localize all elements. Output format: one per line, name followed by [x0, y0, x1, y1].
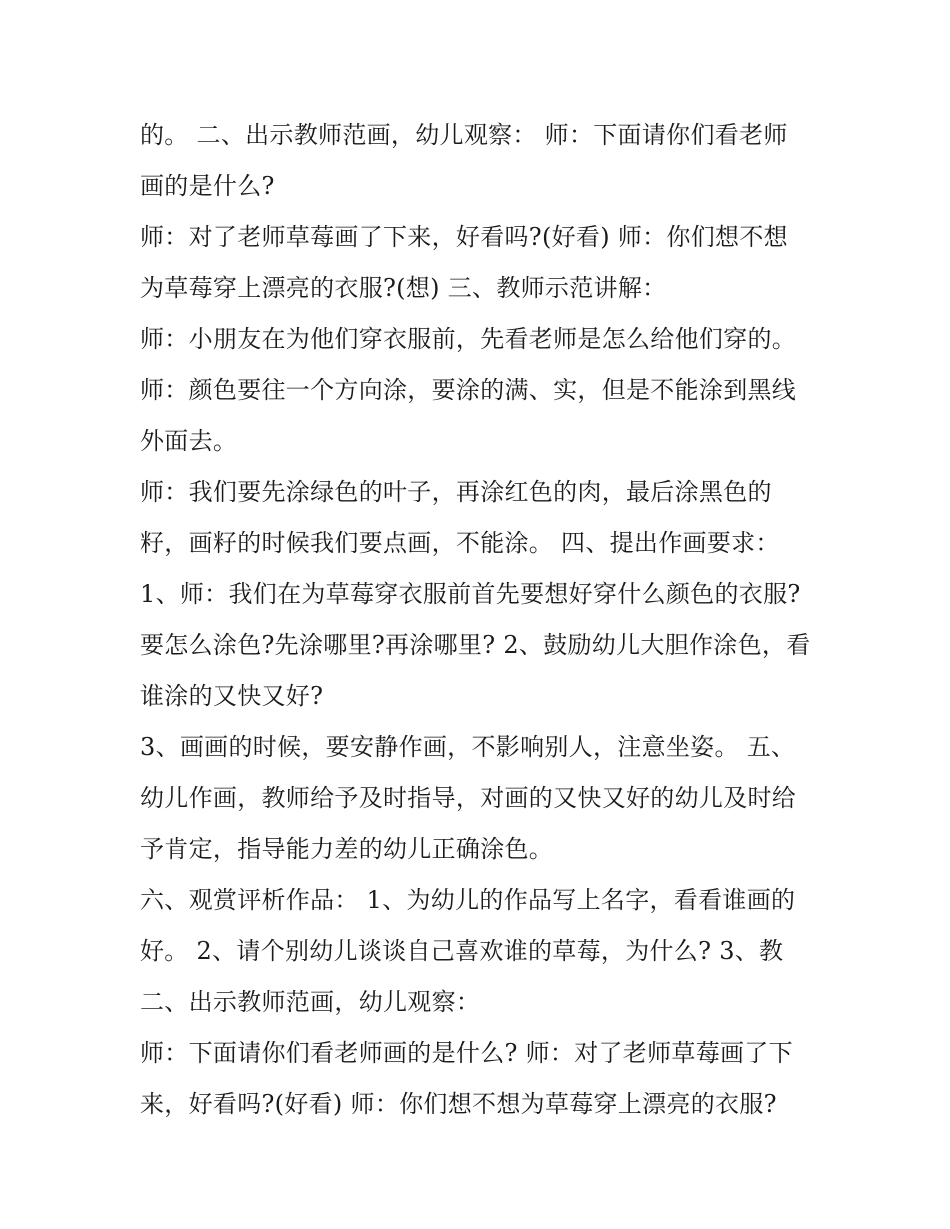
text-line: 师：下面请你们看老师画的是什么? 师：对了老师草莓画了下 — [140, 1039, 793, 1067]
text-line: 二、出示教师范画，幼儿观察： — [140, 988, 481, 1016]
text-line: 师：小朋友在为他们穿衣服前，先看老师是怎么给他们穿的。 — [140, 325, 797, 353]
text-line: 幼儿作画，教师给予及时指导，对画的又快又好的幼儿及时给 — [140, 784, 797, 812]
text-line: 师：对了老师草莓画了下来，好看吗?(好看) 师：你们想不想 — [140, 223, 788, 251]
text-line: 要怎么涂色?先涂哪里?再涂哪里? 2、鼓励幼儿大胆作涂色，看 — [140, 631, 811, 659]
text-line: 予肯定，指导能力差的幼儿正确涂色。 — [140, 835, 554, 863]
text-line: 的。 二、出示教师范画，幼儿观察： 师：下面请你们看老师 — [140, 121, 788, 149]
text-line: 师：我们要先涂绿色的叶子，再涂红色的肉，最后涂黑色的 — [140, 478, 772, 506]
text-line: 师：颜色要往一个方向涂，要涂的满、实，但是不能涂到黑线 — [140, 376, 797, 404]
text-line: 为草莓穿上漂亮的衣服?(想) 三、教师示范讲解： — [140, 274, 667, 302]
text-line: 3、画画的时候，要安静作画，不影响别人，注意坐姿。 五、 — [140, 733, 796, 761]
text-line: 籽，画籽的时候我们要点画，不能涂。 四、提出作画要求： — [140, 529, 780, 557]
text-line: 1、师：我们在为草莓穿衣服前首先要想好穿什么颜色的衣服? — [140, 580, 801, 608]
text-line: 谁涂的又快又好? — [140, 682, 324, 710]
document-body — [140, 110, 830, 1130]
text-line: 好。 2、请个别幼儿谈谈自己喜欢谁的草莓，为什么? 3、教 — [140, 937, 784, 965]
text-line: 外面去。 — [140, 427, 238, 455]
text-line: 画的是什么? — [140, 172, 275, 200]
text-line: 来，好看吗?(好看) 师：你们想不想为草莓穿上漂亮的衣服? — [140, 1090, 777, 1118]
text-line: 六、观赏评析作品： 1、为幼儿的作品写上名字，看看谁画的 — [140, 886, 796, 914]
